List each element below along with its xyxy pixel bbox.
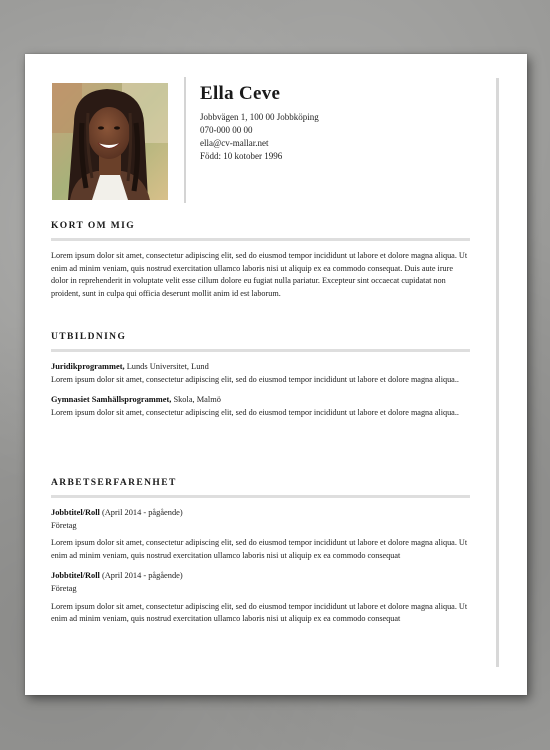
education-title: UTBILDNING bbox=[51, 331, 470, 352]
about-section bbox=[51, 220, 470, 300]
cv-page bbox=[25, 54, 527, 695]
birth-date: Född: 10 kotober 1996 bbox=[200, 151, 283, 161]
experience-entry bbox=[51, 570, 470, 625]
right-border-line bbox=[496, 78, 499, 667]
header-divider bbox=[184, 77, 186, 203]
education-section bbox=[51, 331, 470, 427]
education-program: Juridikprogrammet, bbox=[51, 362, 125, 371]
education-entry bbox=[51, 394, 470, 419]
company-name: Företag bbox=[51, 583, 77, 593]
education-place: Lunds Universitet, Lund bbox=[124, 362, 209, 371]
about-title: KORT OM MIG bbox=[51, 220, 470, 241]
experience-title: ARBETSERFARENHET bbox=[51, 477, 470, 498]
education-text: Lorem ipsum dolor sit amet, consectetur adipiscing elit, sed do eiusmod tempor incididunt ut labore et dolore magna aliqua.. bbox=[51, 407, 459, 417]
profile-photo bbox=[52, 83, 168, 200]
education-entry bbox=[51, 361, 470, 386]
education-text: Lorem ipsum dolor sit amet, consectetur adipiscing elit, sed do eiusmod tempor incididunt ut labore et dolore magna aliqua.. bbox=[51, 374, 459, 384]
job-title: Jobbtitel/Roll bbox=[51, 508, 100, 517]
address: Jobbvägen 1, 100 00 Jobbköping bbox=[200, 112, 319, 122]
phone: 070-000 00 00 bbox=[200, 125, 253, 135]
full-name: Ella Ceve bbox=[200, 83, 281, 104]
job-period: (April 2014 - pågående) bbox=[99, 571, 183, 581]
profile-photo-image bbox=[52, 83, 168, 200]
education-program: Gymnasiet Samhällsprogrammet, bbox=[51, 395, 172, 405]
job-title: Jobbtitel/Roll bbox=[51, 571, 100, 581]
about-text: Lorem ipsum dolor sit amet, consectetur adipiscing elit, sed do eiusmod tempor incididunt ut labore et dolore magna aliqua. Ut enim ad minim veniam, quis nostrud exercitation ullamco laboris nisi ut aliquip ex ea commodo consequat. Duis aute irure dolor in reprehenderit in voluptate velit esse cillum dolore eu fugiat nulla pariatur. Excepteur sint occaecat cupidatat non proident, sunt in culpa qui officia deserunt mollit anim id est laborum. bbox=[51, 251, 468, 298]
job-period: (April 2014 - pågående) bbox=[99, 508, 183, 517]
email: ella@cv-mallar.net bbox=[200, 138, 269, 148]
contact-header bbox=[200, 82, 480, 163]
job-description: Lorem ipsum dolor sit amet, consectetur adipiscing elit, sed do eiusmod tempor incididunt ut labore et dolore magna aliqua. Ut enim ad minim veniam, quis nostrud exercitation ullamco laboris nisi ut aliquip ex ea commodo consequat bbox=[51, 601, 468, 624]
education-place: Skola, Malmö bbox=[171, 395, 221, 405]
job-description: Lorem ipsum dolor sit amet, consectetur adipiscing elit, sed do eiusmod tempor incididunt ut labore et dolore magna aliqua. Ut enim ad minim veniam, quis nostrud exercitation ullamco laboris nisi ut aliquip ex ea commodo consequat bbox=[51, 538, 468, 560]
experience-section bbox=[51, 477, 470, 634]
company-name: Företag bbox=[51, 520, 77, 530]
experience-entry bbox=[51, 507, 470, 562]
